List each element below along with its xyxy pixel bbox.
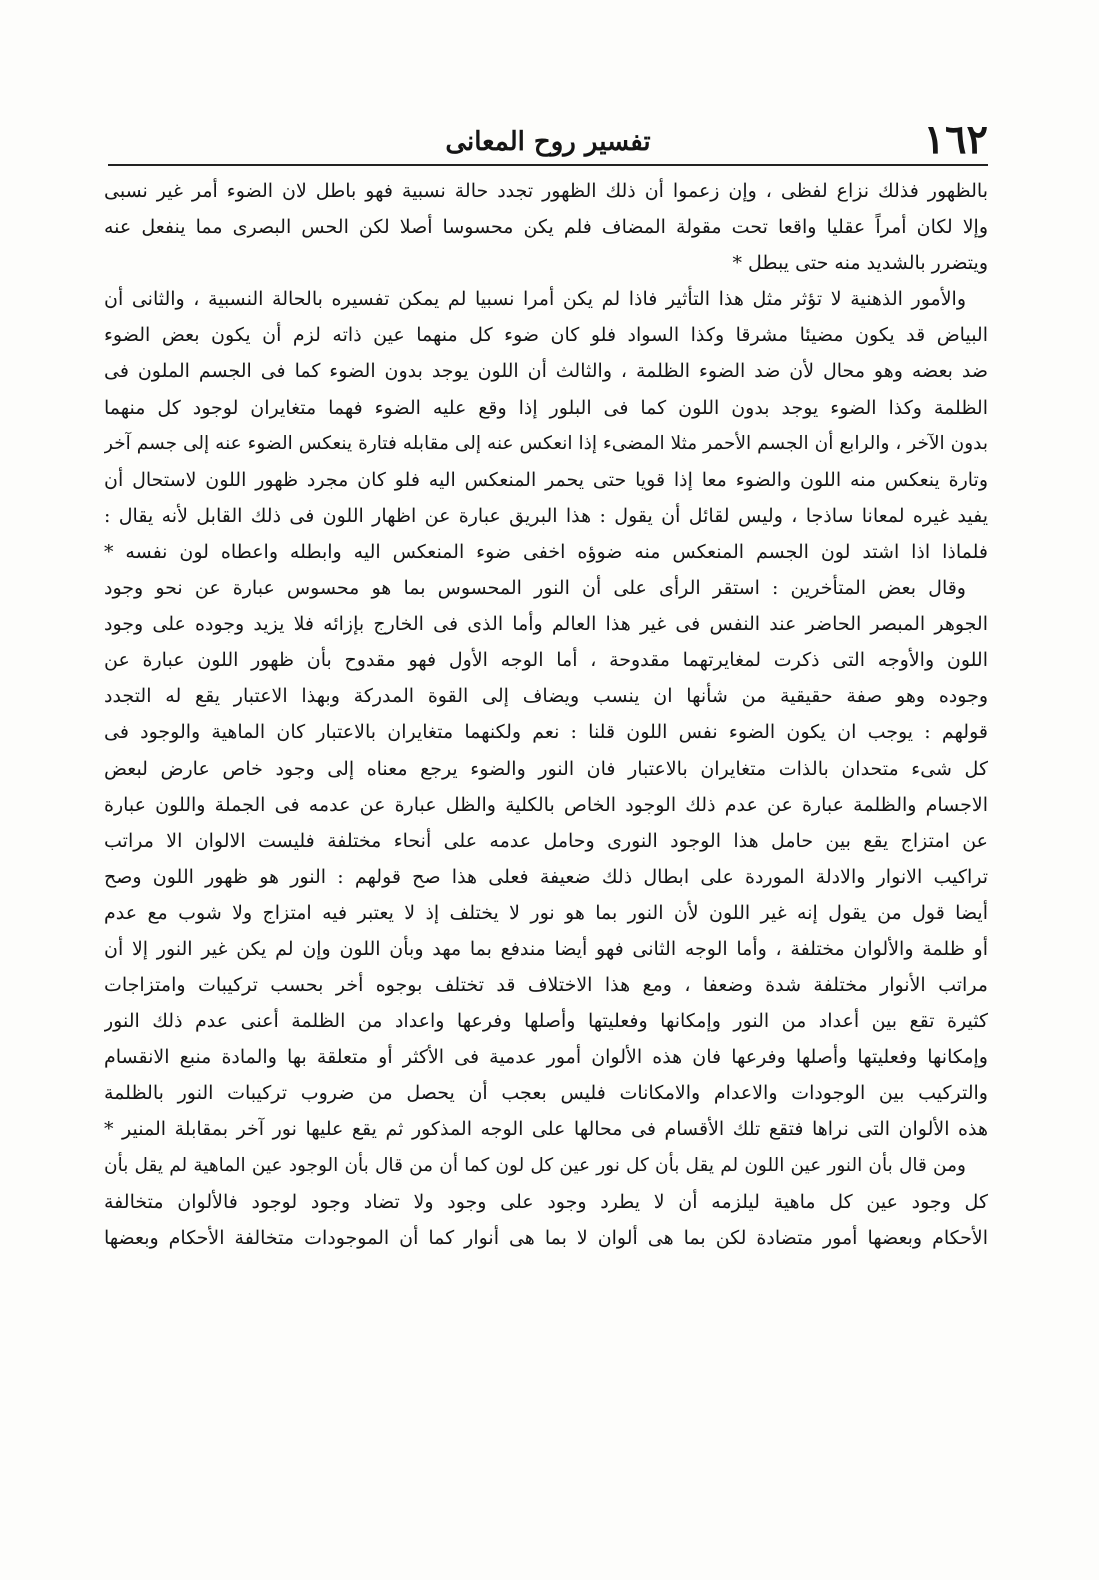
text-line: كل شىء متحدان بالذات متغايران بالاعتبار فان النور والضوء يرجع معناه إلى وجود خاص عارض لبعض: [104, 757, 988, 780]
text-line: مراتب الأنوار مختلفة شدة وضعفا ، ومع هذا الاختلاف قد تختلف بوجوه أخر بحسب تركيبات وامتزاجات: [104, 974, 988, 997]
page-number: ١٦٢: [923, 116, 988, 163]
text-line: وإلا لكان أمراً عقليا واقعا تحت مقولة المضاف فلم يكن محسوسا أصلا لكن الحس البصرى مما ينفعل عنه: [104, 216, 988, 239]
text-line: والتركيب بين الوجودات والاعدام والامكانات فليس بعجب أن يحصل من ضروب تركيبات النور بالظلمة: [104, 1082, 988, 1105]
text-line: قولهم : يوجب ان يكون الضوء نفس اللون قلنا : نعم ولكنهما متغايران بالاعتبار كان الماهية والوجود فى: [104, 721, 988, 744]
text-line: بالظهور فذلك نزاع لفظى ، وإن زعموا أن ذلك الظهور تجدد حالة نسبية فهو باطل لان الضوء أمر غير نسبى: [104, 180, 988, 202]
text-line: البياض قد يكون مضيئا مشرقا وكذا السواد فلو كان ضوء كل منهما عين ذاته لزم أن يكون بعض الضوء: [104, 324, 988, 347]
text-line: هذه الألوان التى نراها فتقع تلك الأقسام فى محالها على الوجه المذكور ثم يقع عليها نور آخر بمقابلة المنير *: [104, 1118, 988, 1141]
text-line: اللون والأوجه التى ذكرت لمغايرتهما مقدوحة ، أما الوجه الأول فهو مقدوح بأن ظهور اللون عبارة عن: [104, 649, 988, 672]
text-line: الاجسام والظلمة عبارة عن عدم ذلك الوجود الخاص بالكلية والظل عبارة عن عدمه فى الجملة واللون عبارة: [104, 793, 988, 816]
text-line: كثيرة تقع بين أعداد من النور وإمكانها وفعليتها وأصلها وفرعها واعداد من الظلمة أعنى عدم ذلك النور: [104, 1010, 988, 1033]
text-line: والأمور الذهنية لا تؤثر مثل هذا التأثير فاذا لم يكن أمرا نسبيا لم يمكن تفسيره بالحالة النسبية ، والثانى أن: [104, 288, 966, 311]
text-line: عن امتزاج يقع بين حامل هذا الوجود النورى وحامل عدمه على أنحاء مختلفة فليست الالوان الا مراتب: [104, 829, 988, 852]
text-line: أو ظلمة والألوان مختلفة ، وأما الوجه الثانى فهو أيضا مندفع بما مهد وبأن اللون وإن لم يكن غير النور إلا أن: [104, 937, 988, 960]
text-line: أيضا قول من يقول إنه غير اللون لأن النور بما هو نور لا يختلف إذ لا يعتبر فيه امتزاج ولا شوب مع عدم: [104, 901, 988, 924]
text-line: ومن قال بأن النور عين اللون لم يقل بأن كل نور عين كل لون كما أن من قال بأن الوجود عين الماهية لم يقل بأن: [104, 1154, 966, 1176]
text-line: ويتضرر بالشديد منه حتى يبطل *: [732, 252, 988, 275]
body-text: [104, 173, 988, 1256]
text-line: وإمكانها وفعليتها وأصلها وفرعها فان هذه الألوان أمور عدمية فى الأكثر أو متعلقة بها والمادة منبع الانقسام: [104, 1046, 988, 1069]
text-line: بدون الآخر ، والرابع أن الجسم الأحمر مثلا المضىء إذا انعكس عنه إلى مقابله فتارة ينعكس الضوء عنه إلى جسم آخر: [104, 432, 988, 454]
text-line: وتارة ينعكس منه اللون والضوء معا إذا قويا حتى يحمر المنعكس اليه فلو كان مجرد ظهور اللون لاستحال أن: [104, 468, 988, 491]
header-rule: [108, 164, 988, 166]
text-line: الظلمة وكذا الضوء يوجد بدون اللون كما فى البلور إذا وقع عليه الضوء فهما متغايران لوجود كل منهما: [104, 396, 988, 419]
text-line: وجوده وهو صفة حقيقية من شأنها ان ينسب ويضاف إلى القوة المدركة وبهذا الاعتبار يقع له التجدد: [104, 685, 988, 708]
text-line: ضد بعضه وهو محال لأن ضد الضوء الظلمة ، والثالث أن اللون يوجد بدون الضوء كما فى الجسم الملون فى: [104, 360, 988, 383]
text-line: وقال بعض المتأخرين : استقر الرأى على أن النور المحسوس بما هو محسوس عبارة عن نحو وجود: [104, 577, 966, 600]
text-line: فلماذا اذا اشتد لون الجسم المنعكس منه ضوؤه اخفى ضوء المنعكس اليه وابطله واعطاه لون نفسه *: [104, 540, 988, 563]
text-line: يفيد غيره لمعانا ساذجا ، وليس لقائل أن يقول : هذا البريق عبارة عن اظهار اللون فى ذلك القابل لأنه يقال :: [104, 504, 988, 527]
page-header: [108, 118, 988, 168]
text-line: كل وجود عين كل ماهية ليلزمه أن لا يطرد وجود على وجود ولا تضاد وجود لوجود فالألوان متخالفة: [104, 1190, 988, 1213]
text-line: الأحكام وبعضها أمور متضادة لكن بما هى ألوان لا بما هى أنوار كما أن الموجودات متخالفة الأحكام وبعضها: [104, 1226, 988, 1249]
text-line: الجوهر المبصر الحاضر عند النفس فى غير هذا العالم وأما الذى فى الخارج بإزائه فلا يزيد وجوده على وجود: [104, 613, 988, 636]
running-title: تفسير روح المعانى: [445, 127, 651, 157]
text-line: تراكيب الانوار والادلة الموردة على ابطال ذلك ضعيفة فعلى هذا صح قولهم : النور هو ظهور اللون وصح: [104, 865, 988, 888]
